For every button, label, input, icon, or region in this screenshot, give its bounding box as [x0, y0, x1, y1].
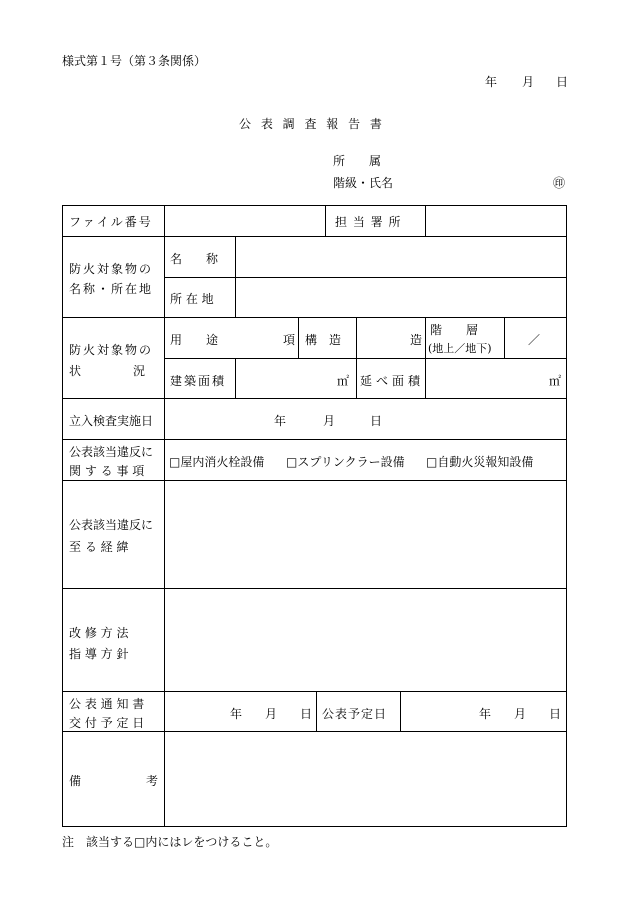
use-label: 用 途	[170, 333, 219, 347]
violation-items-label-line1: 公表該当違反に	[69, 445, 154, 459]
floors-slash: ／	[528, 333, 541, 347]
equipment-checkbox-indoor-hydrant[interactable]: □屋内消火栓設備	[169, 455, 265, 469]
violation-items-label-line2: 関 す る 事 項	[69, 464, 145, 478]
address-field[interactable]	[236, 278, 565, 316]
publication-year: 年	[479, 707, 492, 721]
target-name-label-line2: 名称・所在地	[69, 282, 154, 296]
name-label: 名 称	[170, 252, 219, 266]
total-floor-area-unit: ㎡	[549, 374, 562, 388]
target-status-label-line1: 防火対象物の	[69, 343, 154, 357]
inspection-date-label: 立入検査実施日	[69, 414, 154, 428]
rank-name-label: 階級・氏名	[333, 176, 394, 190]
address-label: 所 在 地	[170, 292, 214, 306]
publication-month: 月	[514, 707, 527, 721]
notice-date-label-line2: 交 付 予 定 日	[69, 716, 145, 730]
dept-field[interactable]	[426, 206, 565, 235]
target-status-label-line2: 状 況	[69, 364, 150, 378]
total-floor-area-label: 延べ面積	[360, 374, 425, 388]
date-month-label: 月	[522, 75, 535, 89]
file-number-field[interactable]	[165, 206, 324, 235]
equipment-checkbox-fire-alarm[interactable]: □自動火災報知設備	[426, 455, 534, 469]
remedy-label-line1: 改 修 方 法	[69, 626, 129, 640]
history-label-line1: 公表該当違反に	[69, 518, 154, 532]
name-field[interactable]	[236, 237, 565, 276]
notice-month: 月	[265, 707, 278, 721]
publication-day: 日	[549, 707, 562, 721]
floors-sublabel: (地上／地下)	[428, 342, 492, 355]
notice-date-label-line1: 公 表 通 知 書	[69, 697, 145, 711]
page-title: 公 表 調 査 報 告 書	[239, 117, 385, 131]
history-label-line2: 至 る 経 緯	[69, 540, 129, 554]
remedy-label-line2: 指 導 方 針	[69, 647, 129, 661]
equipment-checkbox-sprinkler[interactable]: □スプリンクラー設備	[286, 455, 405, 469]
history-field[interactable]	[165, 481, 565, 587]
target-name-label-line1: 防火対象物の	[69, 262, 154, 276]
notice-year: 年	[230, 707, 243, 721]
floors-label: 階 層	[430, 323, 479, 337]
form-number: 様式第１号（第３条関係）	[62, 54, 207, 68]
inspection-month: 月	[323, 414, 336, 428]
footer-note: 注 該当する□内にはレをつけること。	[62, 835, 278, 849]
use-item-unit: 項	[283, 333, 296, 347]
building-area-label: 建築面積	[170, 374, 227, 388]
notice-day: 日	[300, 707, 313, 721]
affiliation-label: 所 属	[333, 154, 382, 168]
file-number-label: ファイル番号	[69, 215, 153, 229]
dept-label: 担 当 署 所	[335, 215, 402, 229]
remarks-label-char1: 備	[69, 774, 82, 788]
date-day-label: 日	[556, 75, 569, 89]
inspection-year: 年	[274, 414, 287, 428]
inspection-day: 日	[370, 414, 383, 428]
remedy-field[interactable]	[165, 589, 565, 690]
seal-icon: ㊞	[553, 176, 566, 190]
structure-label: 構 造	[305, 333, 342, 347]
date-year-label: 年	[485, 75, 498, 89]
publication-date-label: 公表予定日	[322, 707, 388, 721]
remarks-field[interactable]	[165, 732, 565, 825]
building-area-unit: ㎡	[337, 374, 350, 388]
structure-unit: 造	[410, 333, 423, 347]
remarks-label-char2: 考	[146, 774, 159, 788]
